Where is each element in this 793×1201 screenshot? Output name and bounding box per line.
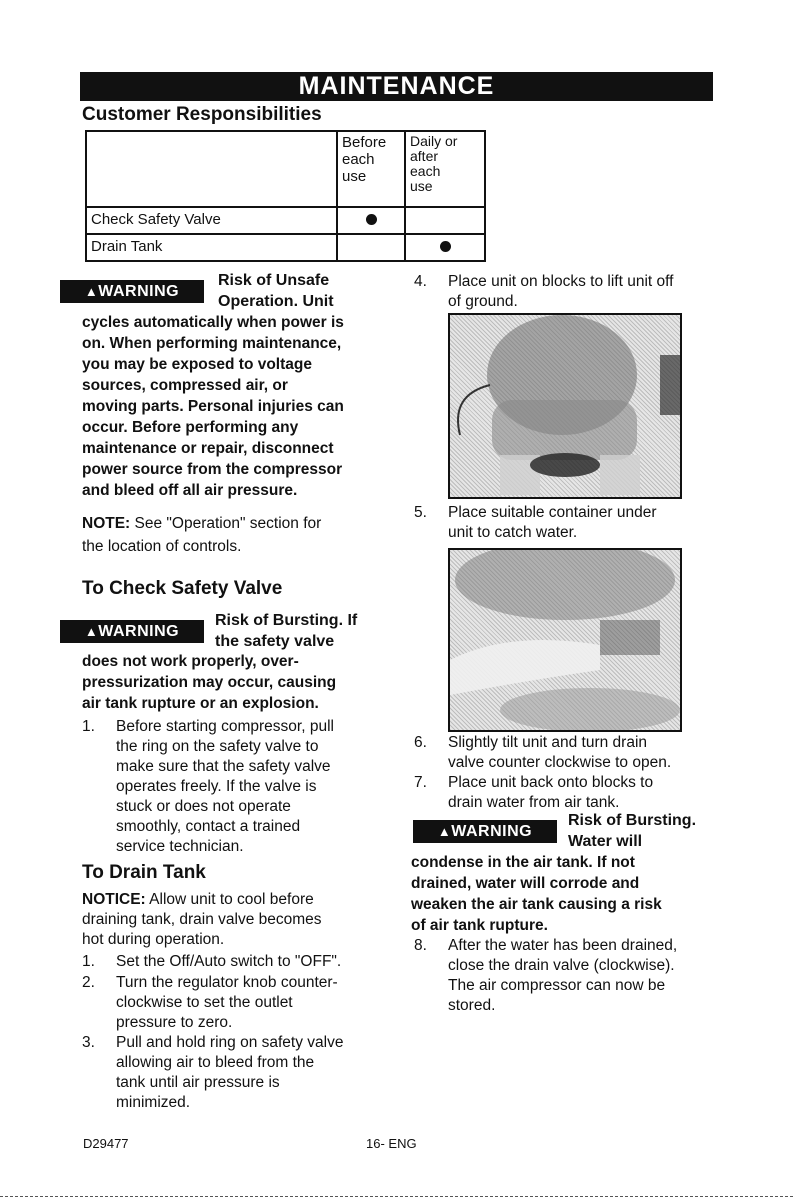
page-number: 16- ENG	[366, 1136, 417, 1151]
warning3-body: condense in the air tank. If not drained, water will corrode and weaken the air tank causing a risk of air tank rupture.	[411, 854, 662, 934]
drain-tank-heading: To Drain Tank	[82, 862, 206, 883]
notice-text: NOTICE: Allow unit to cool before draining tank, drain valve becomes hot during operation.	[82, 891, 322, 948]
check-safety-valve-heading: To Check Safety Valve	[82, 578, 283, 599]
warning-badge: ▲WARNING	[60, 280, 204, 303]
list-item: 3. Pull and hold ring on safety valve allowing air to bleed from the tank until air pressure is minimized.	[82, 1034, 344, 1111]
maintenance-banner: MAINTENANCE	[80, 72, 713, 101]
row-label-drain-tank: Drain Tank	[86, 234, 337, 261]
row-label-check-safety-valve: Check Safety Valve	[86, 207, 337, 234]
list-item: 1. Before starting compressor, pull the ring on the safety valve to make sure that the safety valve operates freely. If the valve is stuck or does not operate smoothly, contact a trained service technician.	[82, 718, 334, 855]
warning3-head: Risk of Bursting. Water will	[568, 812, 697, 850]
compressor-on-blocks-photo	[448, 313, 682, 499]
bottom-divider	[0, 1196, 793, 1197]
warning-triangle-icon: ▲	[437, 824, 452, 839]
list-item: 2. Turn the regulator knob counter- clockwise to set the outlet pressure to zero.	[82, 974, 338, 1031]
list-item: 7. Place unit back onto blocks to drain water from air tank.	[414, 774, 654, 811]
warning1-head: Risk of Unsafe Operation. Unit	[218, 272, 334, 310]
bullet-dot-icon	[440, 241, 451, 252]
warning1-body: cycles automatically when power is on. When performing maintenance, you may be exposed to voltage sources, compressed air, or moving parts. Personal injuries can occur. Before performing any maintenance or repair, disconnect power source from the compressor and bleed off all air pressure.	[82, 314, 344, 499]
col-before-each-use: Before each use	[337, 131, 405, 207]
document-code: D29477	[83, 1136, 129, 1151]
customer-responsibilities-heading: Customer Responsibilities	[82, 104, 322, 125]
col-daily-after-each-use: Daily or after each use	[405, 131, 485, 207]
list-item: 8. After the water has been drained, close the drain valve (clockwise). The air compressor can now be stored.	[414, 937, 678, 1014]
list-item: 4. Place unit on blocks to lift unit off of ground.	[414, 273, 674, 310]
table-row	[86, 234, 485, 261]
note-text: NOTE: See "Operation" section for the location of controls.	[82, 515, 322, 555]
compressor-illustration	[450, 315, 680, 497]
warning-badge: ▲WARNING	[60, 620, 204, 643]
table-corner-cell	[86, 131, 337, 207]
responsibilities-table	[85, 130, 486, 262]
warning-triangle-icon: ▲	[84, 284, 99, 299]
list-item: 6. Slightly tilt unit and turn drain valve counter clockwise to open.	[414, 734, 672, 771]
list-item: 5. Place suitable container under unit to catch water.	[414, 504, 657, 541]
warning-triangle-icon: ▲	[84, 624, 99, 639]
warning2-body: does not work properly, over- pressurization may occur, causing air tank rupture or an explosion.	[82, 653, 337, 712]
warning-badge: ▲WARNING	[413, 820, 557, 843]
hand-drain-illustration	[450, 550, 680, 730]
table-row	[86, 207, 485, 234]
drain-valve-photo	[448, 548, 682, 732]
bullet-dot-icon	[366, 214, 377, 225]
warning2-head: Risk of Bursting. If the safety valve	[215, 612, 358, 650]
list-item: 1. Set the Off/Auto switch to "OFF".	[82, 953, 342, 970]
